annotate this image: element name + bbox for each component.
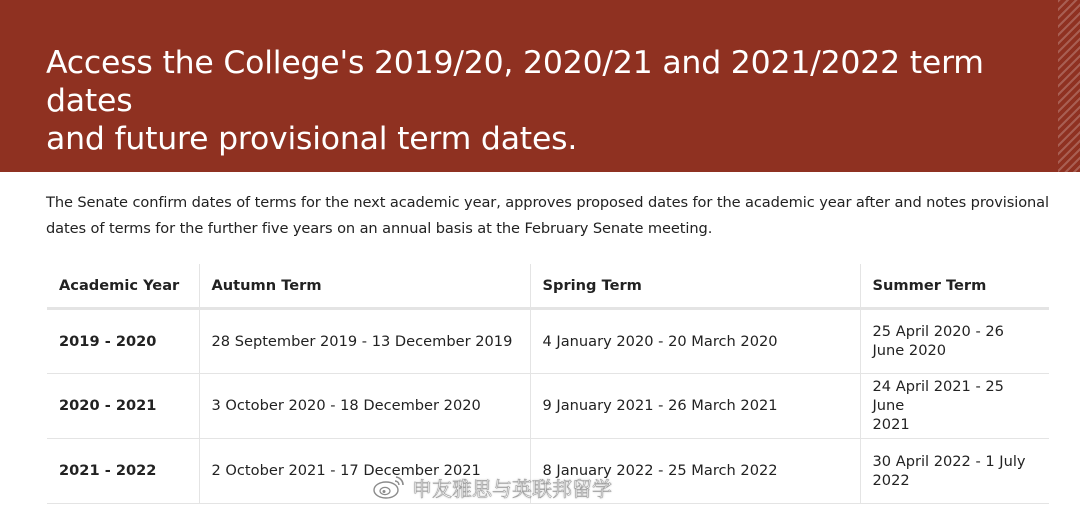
academic-year-cell: 2019 - 2020 xyxy=(47,308,199,373)
term-dates-table xyxy=(47,264,1049,504)
page-title-line-1: Access the College's 2019/20, 2020/21 and 2021/2022 term dates xyxy=(46,45,984,119)
table-header-row xyxy=(47,264,1049,308)
summer-term-cell xyxy=(860,308,1049,373)
header-summer-term: Summer Term xyxy=(872,276,987,294)
academic-year-cell: 2020 - 2021 xyxy=(47,373,199,438)
autumn-term-cell: 3 October 2020 - 18 December 2020 xyxy=(199,373,530,438)
header-autumn-term: Autumn Term xyxy=(199,264,530,308)
page-banner xyxy=(0,0,1080,172)
page-title-line-2: and future provisional term dates. xyxy=(46,121,578,157)
table-row xyxy=(47,373,1049,438)
spring-term-cell: 9 January 2021 - 26 March 2021 xyxy=(530,373,860,438)
intro-paragraph xyxy=(46,190,1056,242)
weibo-icon xyxy=(372,474,406,500)
academic-year-cell: 2021 - 2022 xyxy=(47,438,199,503)
autumn-term-cell: 28 September 2019 - 13 December 2019 xyxy=(199,308,530,373)
autumn-term-cell: 2 October 2021 - 17 December 2021 xyxy=(199,438,530,503)
spring-term-cell: 4 January 2020 - 20 March 2020 xyxy=(530,308,860,373)
header-academic-year: Academic Year xyxy=(47,264,199,308)
summer-term-cell xyxy=(860,438,1049,503)
summer-term-cell xyxy=(860,373,1049,438)
summer-term-line-1: 24 April 2021 - 25 June xyxy=(872,378,1004,414)
summer-term-line-1: 30 April 2022 - 1 July xyxy=(872,452,1026,470)
summer-term-line-2: 2022 xyxy=(872,471,910,489)
summer-term-line-2: 2021 xyxy=(872,416,910,433)
watermark-text: 申友雅思与英联邦留学 xyxy=(412,476,612,501)
weibo-watermark xyxy=(372,472,612,502)
header-spring-term: Spring Term xyxy=(530,264,860,308)
summer-term-line-2: June 2020 xyxy=(872,342,947,359)
summer-term-line-1: 25 April 2020 - 26 xyxy=(872,323,1004,340)
intro-line-1: The Senate confirm dates of terms for the next academic year, approves proposed dates for the academic year after and notes provisional xyxy=(46,194,1049,211)
spring-term-cell: 8 January 2022 - 25 March 2022 xyxy=(530,438,860,503)
decorative-stripes xyxy=(1058,0,1080,172)
table-row xyxy=(47,308,1049,373)
page-title xyxy=(46,44,1046,158)
intro-line-2: dates of terms for the further five years on an annual basis at the February Senate meeting. xyxy=(46,220,713,237)
